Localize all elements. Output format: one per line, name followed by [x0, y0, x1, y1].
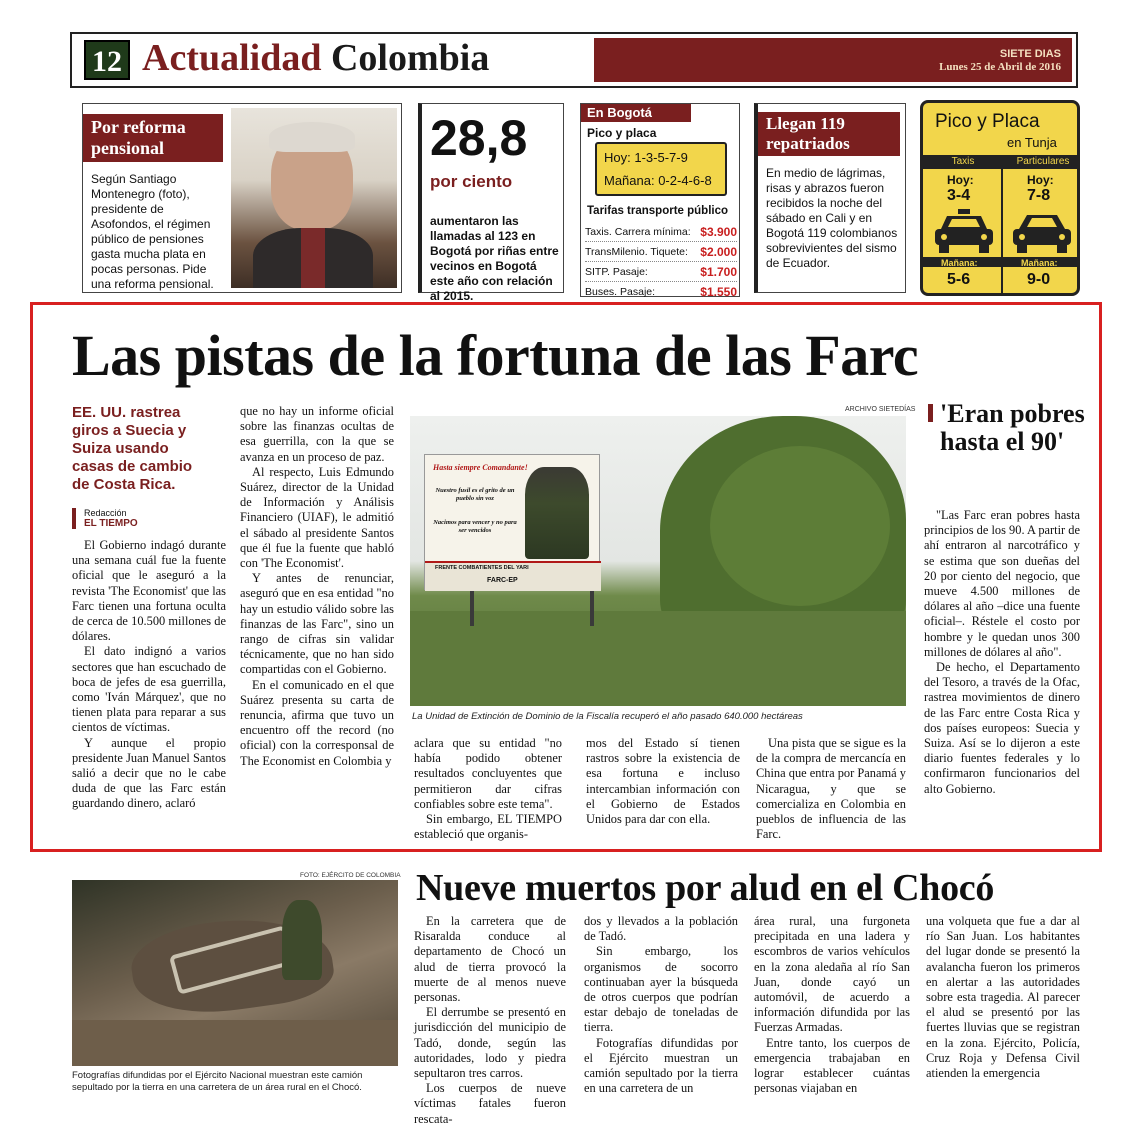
bogota-title: En Bogotá — [581, 104, 691, 122]
buried-truck-photo — [72, 880, 398, 1066]
tunja-subtitle: en Tunja — [1007, 135, 1057, 150]
tunja-hoy-label-1: Hoy: — [947, 173, 974, 187]
bottom-col-4 — [926, 914, 1080, 1081]
tarifa-value: $3.900 — [700, 224, 737, 239]
tunja-part-manana: 9-0 — [1027, 271, 1051, 288]
tunja-taxis-manana: 5-6 — [947, 271, 971, 288]
paragraph: El Gobierno indagó durante una semana cuál fue la fuente oficial que le aseguró a la revista 'The Economist' que las Farc tienen una fortuna oculta de cerca de 10.500 millones de dólares. — [72, 538, 226, 644]
tunja-col-particulares: Particulares — [1016, 156, 1070, 167]
bottom-photo-caption: Fotografías difundidas por el Ejército Nacional muestran este camión sepultado por la tierra en una carretera de un área rural en el Chocó. — [72, 1070, 363, 1093]
paragraph: Una pista que se sigue es la de la compra de mercancía en China que entra por Panamá y Nicaragua, y que se comercializa en Colombia en pueblos de influencia de las Farc. — [756, 736, 906, 842]
section-word-2: Colombia — [330, 37, 490, 79]
paragraph: que no hay un informe oficial sobre las finanzas ocultas de esa guerrilla, con la que se avanza en un proceso de paz. — [240, 404, 394, 464]
tarifa-label: Taxis. Carrera mínima: — [585, 225, 691, 238]
main-headline: Las pistas de la fortuna de las Farc — [72, 323, 919, 388]
tarifa-row — [585, 262, 737, 282]
billboard-figure — [525, 467, 589, 559]
box-bogota — [580, 103, 740, 297]
stat-text: aumentaron las llamadas al 123 en Bogotá por riñas entre vecinos en Bogotá este año con relación al 2015. — [430, 214, 559, 303]
paragraph: mos del Estado sí tienen rastros sobre la existencia de esa fortuna e incluso intercambian información con el Gobierno de Estados Unidos para dar con ella. — [586, 736, 740, 827]
section-word-1: Actualidad — [142, 37, 322, 79]
paragraph: Los cuerpos de nueve víctimas fatales fueron rescata- — [414, 1081, 566, 1126]
bogota-manana: Mañana: 0-2-4-6-8 — [604, 173, 712, 188]
main-photo-caption: La Unidad de Extinción de Dominio de la Fiscalía recuperó el año pasado 640.000 hectáreas — [412, 711, 803, 722]
publication-date: Lunes 25 de Abril de 2016 — [939, 61, 1061, 73]
header-red-band — [594, 38, 1072, 82]
billboard-text-3: Nacimos para vencer y no para ser vencidos — [433, 519, 517, 534]
sidebar-text — [924, 508, 1080, 797]
paragraph: "Las Farc eran pobres hasta principios de los 90. A partir de ahí entraron al narcotráfico y se estima que son dueñas del 20 por ciento del negocio, que mueve 4.500 millones de dólares al año –dice una fuente oficial–. Réstele el costo por hombre y le quedan unos 300 millones de dólares al año". — [924, 508, 1080, 659]
box-reforma-text: Según Santiago Montenegro (foto), presidente de Asofondos, el régimen público de pensiones gasta mucha plata en pocas personas. Pide una reforma pensional. — [91, 172, 214, 291]
bogota-hoy: Hoy: 1-3-5-7-9 — [604, 150, 688, 165]
tunja-divider — [1001, 155, 1003, 296]
box-reforma-title: Por reforma pensional — [83, 114, 223, 162]
sidebar-title: 'Eran pobres hasta el 90' — [940, 399, 1085, 456]
sidebar-marker — [928, 404, 933, 422]
tarifa-label: Buses. Pasaje: — [585, 286, 656, 298]
section-title — [142, 36, 489, 80]
byline — [72, 508, 138, 529]
page-number: 12 — [84, 40, 130, 80]
paragraph: En el comunicado en el que Suárez presenta su carta de renuncia, afirma que tuvo un encuentro off the record (no oficial) con la corresponsal de The Economist en Colombia y — [240, 677, 394, 768]
santiago-montenegro-photo — [231, 108, 397, 288]
box-repatriados — [754, 103, 906, 293]
byline-source: EL TIEMPO — [84, 518, 138, 529]
paragraph: En la carretera que de Risaralda conduce al departamento de Chocó un alud de tierra provocó la muerte de al menos nueve personas. — [414, 914, 566, 1005]
paragraph: una volqueta que fue a dar al río San Juan. Los habitantes del lugar donde se presentó la avalancha fueron los primeros en alertar a las autoridades sobre esta tragedia. Al parecer el alud se presentó por las fuertes lluvias que se registran en la zona. Ejército, Policía, Cruz Roja y Defensa Civil atienden la emergencia — [926, 914, 1080, 1081]
bogota-plate — [595, 142, 727, 196]
tunja-hoy-label-2: Hoy: — [1027, 173, 1054, 187]
billboard-text-5: FARC-EP — [487, 577, 518, 584]
paragraph: Sin embargo, los organismos de socorro continuaban ayer la búsqueda de otros cuerpos que podrían estar debajo de toneladas de tierra. — [584, 944, 738, 1035]
paragraph: Al respecto, Luis Edmundo Suárez, director de la Unidad de Información y Análisis Financiero (UIAF), le admitió el sábado al presidente Santos que él fue la fuente que habló con 'The Economist'. — [240, 464, 394, 571]
paragraph: El dato indignó a varios sectores que han escuchado de boca de jefes de esa guerrilla, como 'Iván Márquez', que no tienen plata para reparar a sus cientos de víctimas. — [72, 644, 226, 735]
stat-number: 28,8 — [430, 110, 528, 166]
farc-billboard-photo — [410, 416, 906, 706]
billboard-text-1: Hasta siempre Comandante! — [433, 463, 528, 472]
paragraph: El derrumbe se presentó en jurisdicción del municipio de Tadó, donde, según las autoridades, lodo y piedra sepultaron tres carros. — [414, 1005, 566, 1081]
tarifa-label: SITP. Pasaje: — [585, 265, 648, 278]
article-col-2 — [240, 404, 394, 769]
bottom-photo-credit: FOTO: EJÉRCITO DE COLOMBIA — [300, 872, 401, 879]
article-col-1 — [72, 538, 226, 812]
main-deck: EE. UU. rastrea giros a Suecia y Suiza usando casas de cambio de Costa Rica. — [72, 404, 193, 493]
paragraph: dos y llevados a la población de Tadó. — [584, 914, 738, 944]
tarifa-row — [585, 222, 737, 242]
tunja-col-taxis: Taxis — [951, 156, 975, 167]
publication-name: SIETE DIAS — [999, 48, 1061, 60]
tunja-manana-label-2: Mañana: — [1021, 258, 1058, 268]
billboard-text-4: FRENTE COMBATIENTES DEL YARI — [435, 565, 529, 571]
repatriados-title: Llegan 119 repatriados — [758, 112, 900, 156]
repatriados-text: En medio de lágrimas, risas y abrazos fueron recibidos la noche del sábado en Cali y en Bogotá 119 colombianos sobrevivientes del sismo de Ecuador. — [766, 166, 898, 270]
bogota-pico-label: Pico y placa — [587, 126, 657, 140]
paragraph: aclara que su entidad "no había podido obtener resultados concluyentes que permitieron dar cifras confiables sobre este tema". — [414, 736, 562, 811]
box-pico-placa-tunja — [920, 100, 1080, 296]
byline-label: Redacción — [84, 508, 127, 518]
billboard-text-2: Nuestro fusil es el grito de un pueblo sin voz — [435, 487, 515, 502]
bottom-col-1 — [414, 914, 566, 1127]
article-col-3 — [414, 736, 562, 842]
paragraph: Y aunque el propio presidente Juan Manuel Santos salió a decir que no le cabe duda de que las Farc están guardando dinero, aclaró — [72, 735, 226, 811]
article-col-4 — [586, 736, 740, 827]
article-col-5 — [756, 736, 906, 842]
paragraph: De hecho, el Departamento del Tesoro, a través de la Ofac, rastrea movimientos de dinero de las Farc entre Costa Rica y dos países europeos: Suecia y Suiza. Así se lo dijeron a este diario fuentes federales y lo confirmaron funcionarios del alto Gobierno. — [924, 660, 1080, 796]
box-reforma-pensional — [82, 103, 402, 293]
tunja-title: Pico y Placa — [935, 111, 1040, 132]
tunja-taxis-hoy: 3-4 — [947, 187, 971, 204]
billboard — [424, 454, 600, 590]
tarifa-value: $1.700 — [700, 264, 737, 279]
tarifa-value: $2.000 — [700, 244, 737, 259]
paragraph: área rural, una furgoneta precipitada en una ladera y escombros de varios vehículos en la zona aledaña al río San Juan, donde cayó un automóvil, de acuerdo a información difundida por las Fuerzas Armadas. — [754, 914, 910, 1035]
paragraph: Sin embargo, EL TIEMPO estableció que organis- — [414, 812, 562, 842]
box-stat-123 — [418, 103, 564, 303]
tunja-manana-label-1: Mañana: — [941, 258, 978, 268]
bottom-headline: Nueve muertos por alud en el Chocó — [416, 867, 995, 909]
private-car-icon — [1009, 209, 1075, 255]
tunja-part-hoy: 7-8 — [1027, 187, 1051, 204]
bottom-col-2 — [584, 914, 738, 1096]
bottom-col-3 — [754, 914, 910, 1096]
paragraph: Fotografías difundidas por el Ejército muestran un camión sepultado por la tierra en una carretera de un — [584, 1035, 738, 1096]
tarifa-value: $1.550 — [700, 285, 737, 299]
paragraph: Y antes de renunciar, aseguró que en esa entidad "no hay un estudio válido sobre las finanzas de las Farc", sino un rango de cifras sin validar técnicamente, que no han sido compartidas con el Gobierno. — [240, 571, 394, 677]
tarifa-row — [585, 282, 737, 302]
tarifa-label: TransMilenio. Tiquete: — [585, 245, 688, 258]
main-photo-credit: ARCHIVO SIETEDÍAS — [845, 406, 916, 413]
tarifa-row — [585, 242, 737, 262]
tarifas-title: Tarifas transporte público — [587, 205, 729, 217]
stat-unit: por ciento — [430, 172, 513, 191]
taxi-car-icon — [931, 207, 997, 255]
paragraph: Entre tanto, los cuerpos de emergencia trabajaban en lograr establecer cuántas personas viajaban en — [754, 1035, 910, 1096]
tarifas-list — [585, 222, 737, 302]
